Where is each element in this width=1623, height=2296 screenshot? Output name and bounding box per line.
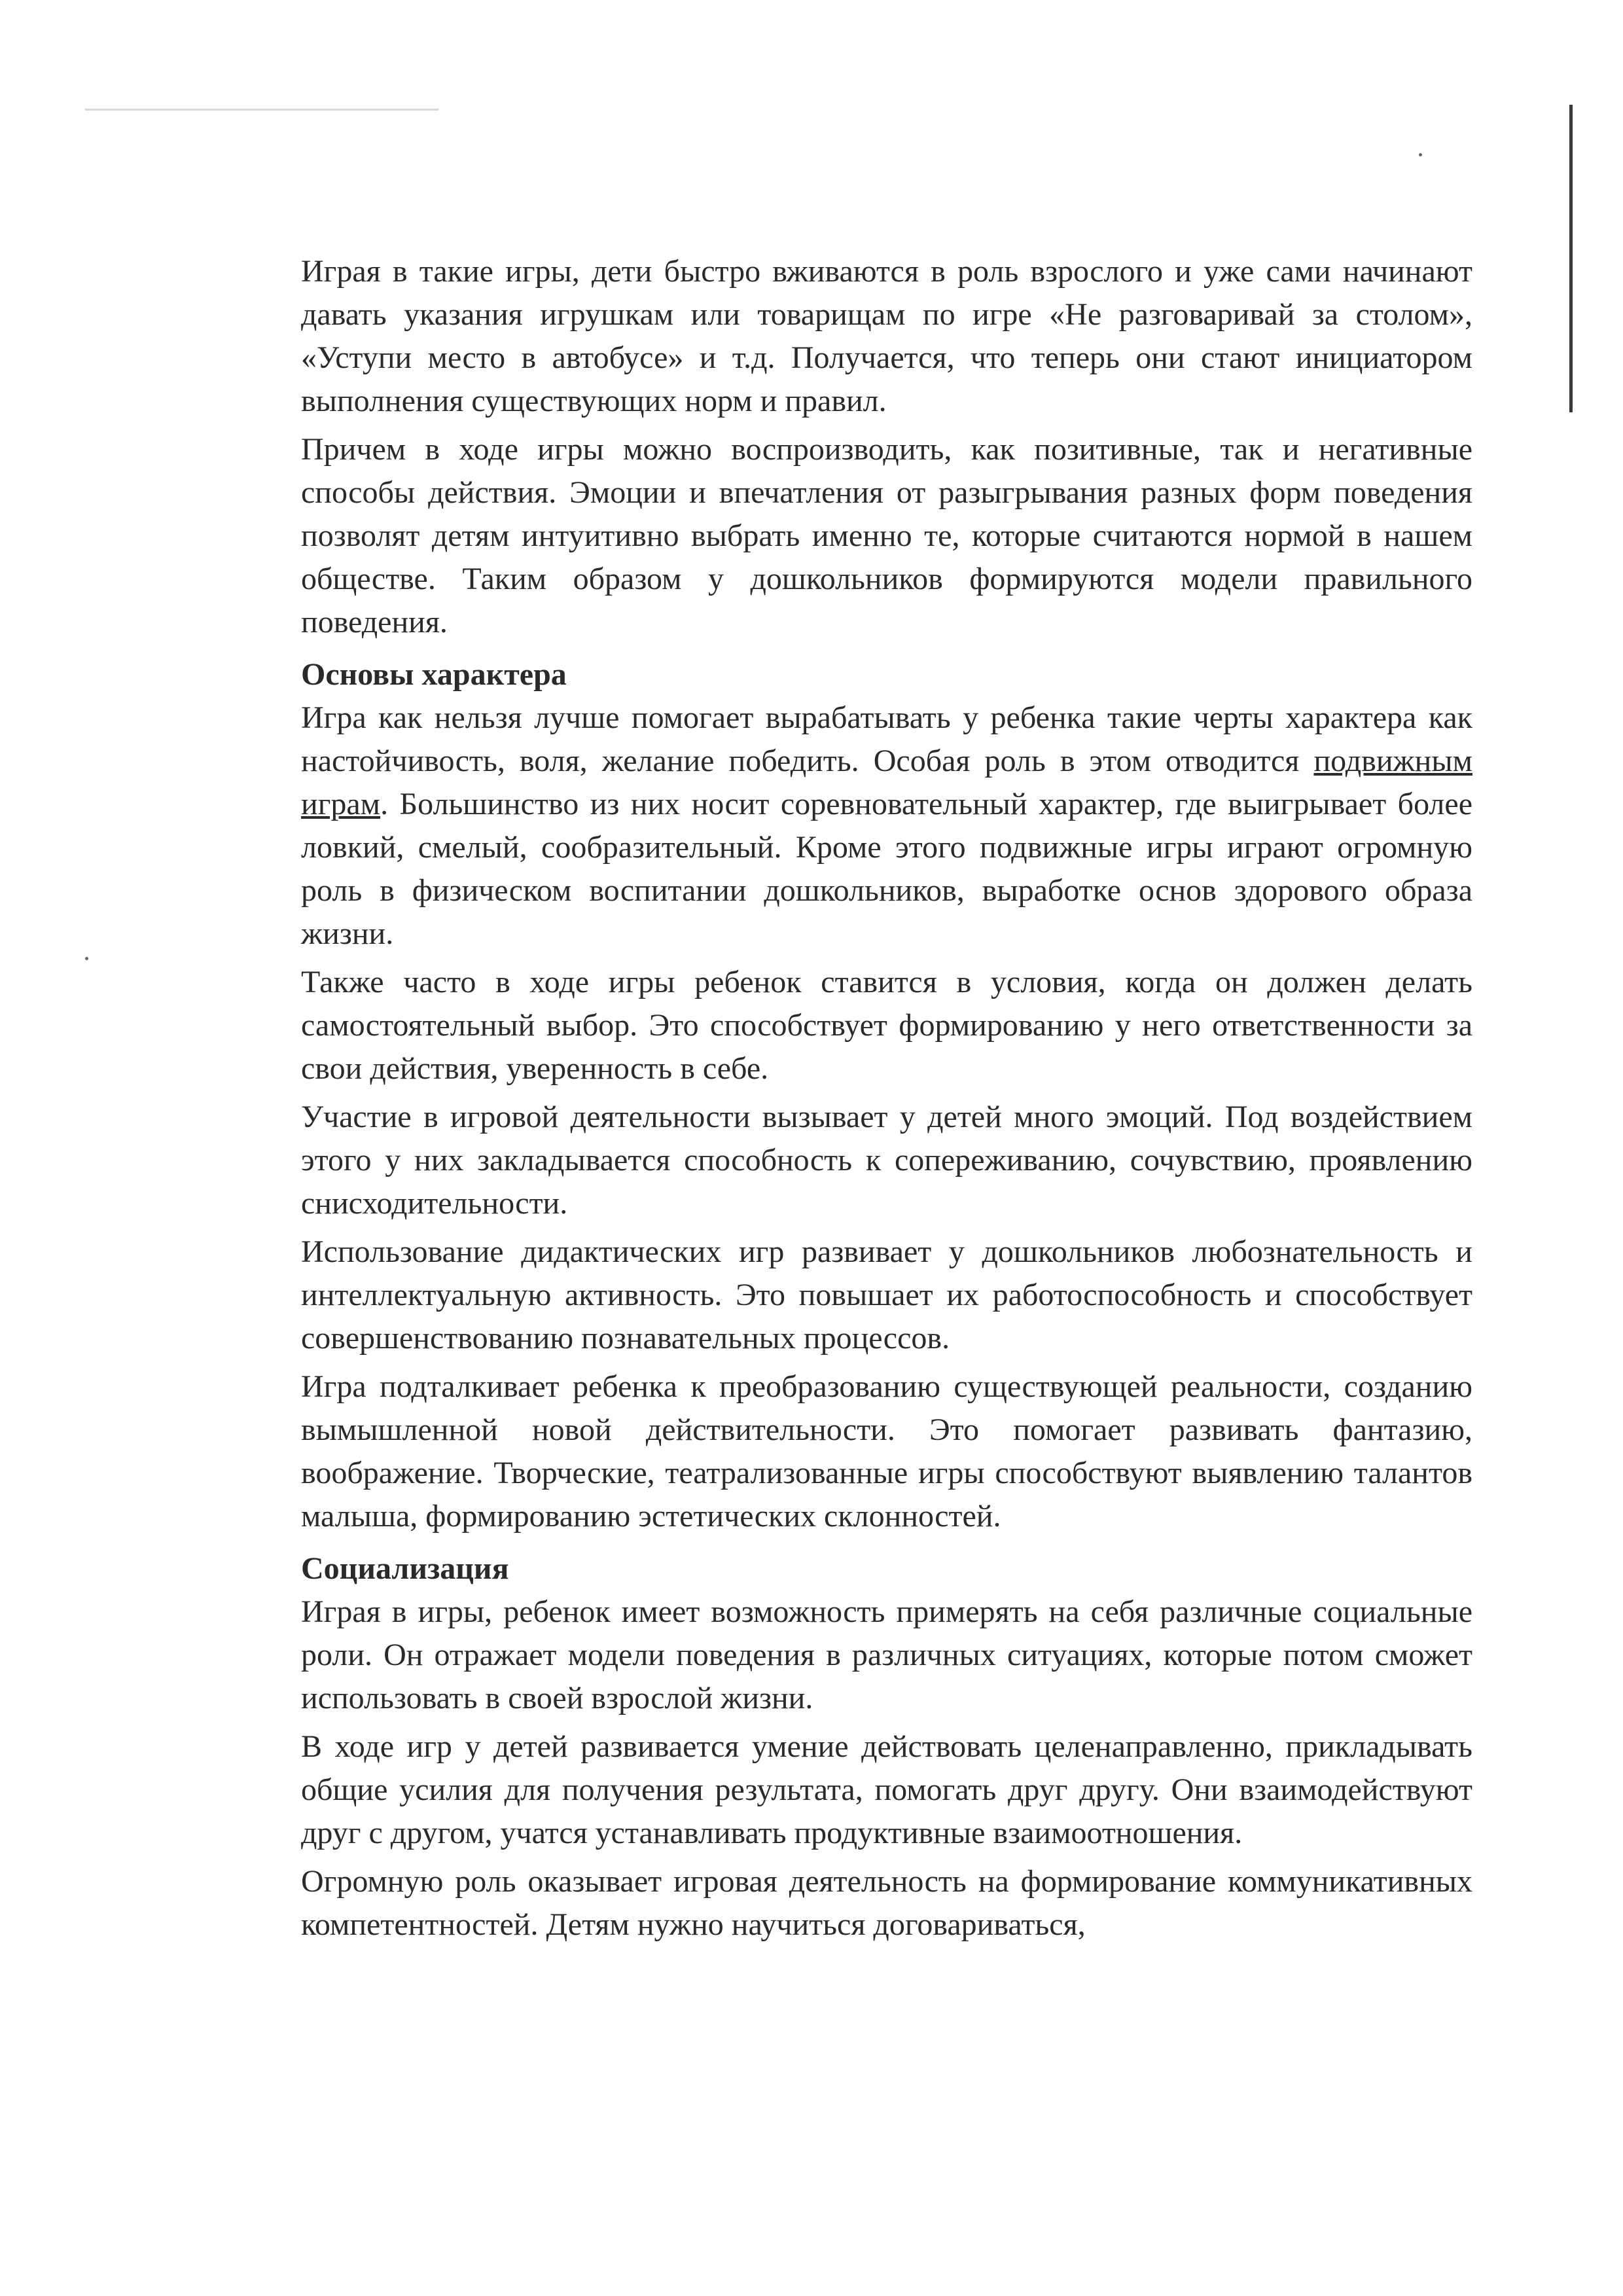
paragraph-5: Участие в игровой деятельности вызывает у детей много эмоций. Под воздействием этого у них закладывается способность к сопереживанию, сочувствию, проявлению снисходительности. [301,1100,1472,1221]
paragraph-3-before: Игра как нельзя лучше помогает вырабатывать у ребенка такие черты характера как настойчивость, воля, желание победить. Особая роль в этом отводится [301,700,1472,778]
document-body [301,250,1472,1952]
scan-dot [1419,153,1422,156]
paragraph-8: Играя в игры, ребенок имеет возможность примерять на себя различные социальные роли. Он отражает модели поведения в различных ситуациях, которые потом сможет использовать в своей взрослой жизни. [301,1594,1472,1715]
paragraph-3-after: . Большинство из них носит соревновательный характер, где выигрывает более ловкий, смелый, сообразительный. Кроме этого подвижные игры играют огромную роль в физическом воспитании дошкольников, выработке основ здорового образа жизни. [301,787,1472,951]
paragraph-10: Огромную роль оказывает игровая деятельность на формирование коммуникативных компетентностей. Детям нужно научиться договариваться, [301,1864,1472,1942]
section-heading-character: Основы характера [301,657,567,692]
paragraph-6: Использование дидактических игр развивает у дошкольников любознательность и интеллектуальную активность. Это повышает их работоспособность и способствует совершенствованию познавательных процессов. [301,1234,1472,1355]
paragraph-7: Игра подталкивает ребенка к преобразованию существующей реальности, созданию вымышленной новой действительности. Это помогает развивать фантазию, воображение. Творческие, театрализованные игры способствуют выявлению талантов малыша, формированию эстетических склонностей. [301,1369,1472,1534]
paragraph-1: Играя в такие игры, дети быстро вживаются в роль взрослого и уже сами начинают давать указания игрушкам или товарищам по игре «Не разговаривай за столом», «Уступи место в автобусе» и т.д. Получается, что теперь они стают инициатором выполнения существующих норм и правил. [301,254,1472,418]
scan-dot [85,957,88,960]
scan-mark-top [85,109,438,111]
outdoor-games-link[interactable]: подвижным играм [301,744,1472,821]
section-heading-socialization: Социализация [301,1551,509,1586]
paragraph-4: Также часто в ходе игры ребенок ставится в условия, когда он должен делать самостоятельный выбор. Это способствует формированию у него ответственности за свои действия, уверенность в себе. [301,965,1472,1086]
paragraph-2: Причем в ходе игры можно воспроизводить, как позитивные, так и негативные способы действия. Эмоции и впечатления от разыгрывания разных форм поведения позволят детям интуитивно выбрать именно те, которые считаются нормой в нашем обществе. Таким образом у дошкольников формируются модели правильного поведения. [301,432,1472,639]
paragraph-3 [301,696,1472,956]
paragraph-9: В ходе игр у детей развивается умение действовать целенаправленно, прикладывать общие усилия для получения результата, помогать друг другу. Они взаимодействуют друг с другом, учатся устанавливать продуктивные взаимоотношения. [301,1729,1472,1850]
scan-mark-right [1569,105,1573,412]
